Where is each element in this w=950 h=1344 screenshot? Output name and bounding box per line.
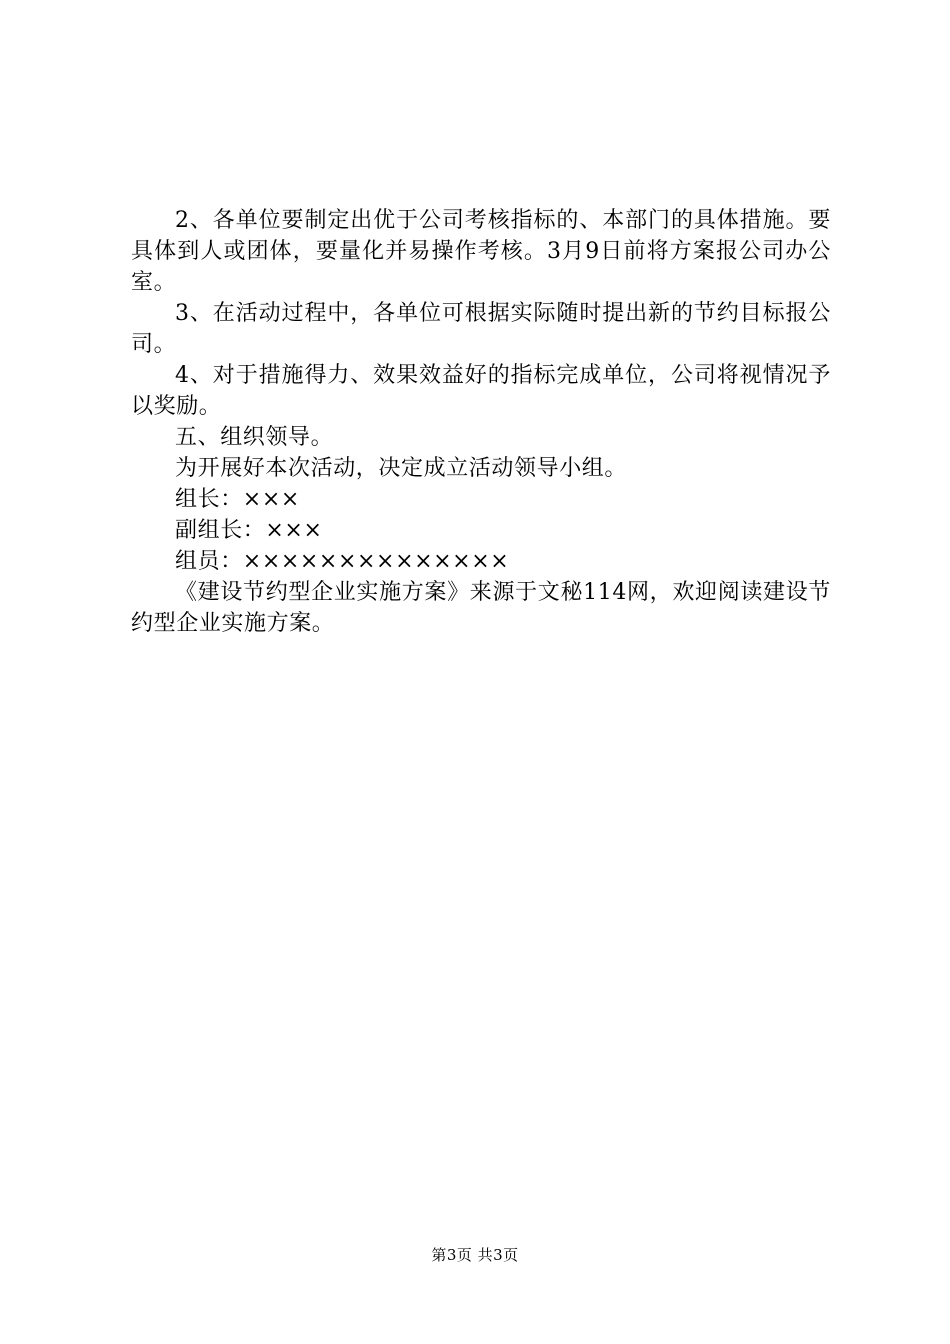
deputy-leader-line: 副组长：××× (175, 518, 323, 543)
paragraph-item-4: 4、对于措施得力、效果效益好的指标完成单位，公司将视情况予以奖励。 (131, 363, 831, 419)
group-leader-line: 组长：××× (175, 487, 300, 512)
section-heading-organization: 五、组织领导。 (175, 425, 334, 450)
document-body (131, 205, 831, 639)
paragraph-item-2: 2、各单位要制定出优于公司考核指标的、本部门的具体措施。要具体到人或团体，要量化并易操作考核。3月9日前将方案报公司办公室。 (131, 208, 831, 295)
members-line: 组员：×××××××××××××× (175, 549, 510, 574)
paragraph-item-3: 3、在活动过程中，各单位可根据实际随时提出新的节约目标报公司。 (131, 301, 831, 357)
paragraph-leadership-group: 为开展好本次活动，决定成立活动领导小组。 (175, 456, 628, 481)
source-note: 《建设节约型企业实施方案》来源于文秘114网，欢迎阅读建设节约型企业实施方案。 (131, 580, 831, 636)
page-number-footer: 第3页 共3页 (431, 1246, 519, 1264)
